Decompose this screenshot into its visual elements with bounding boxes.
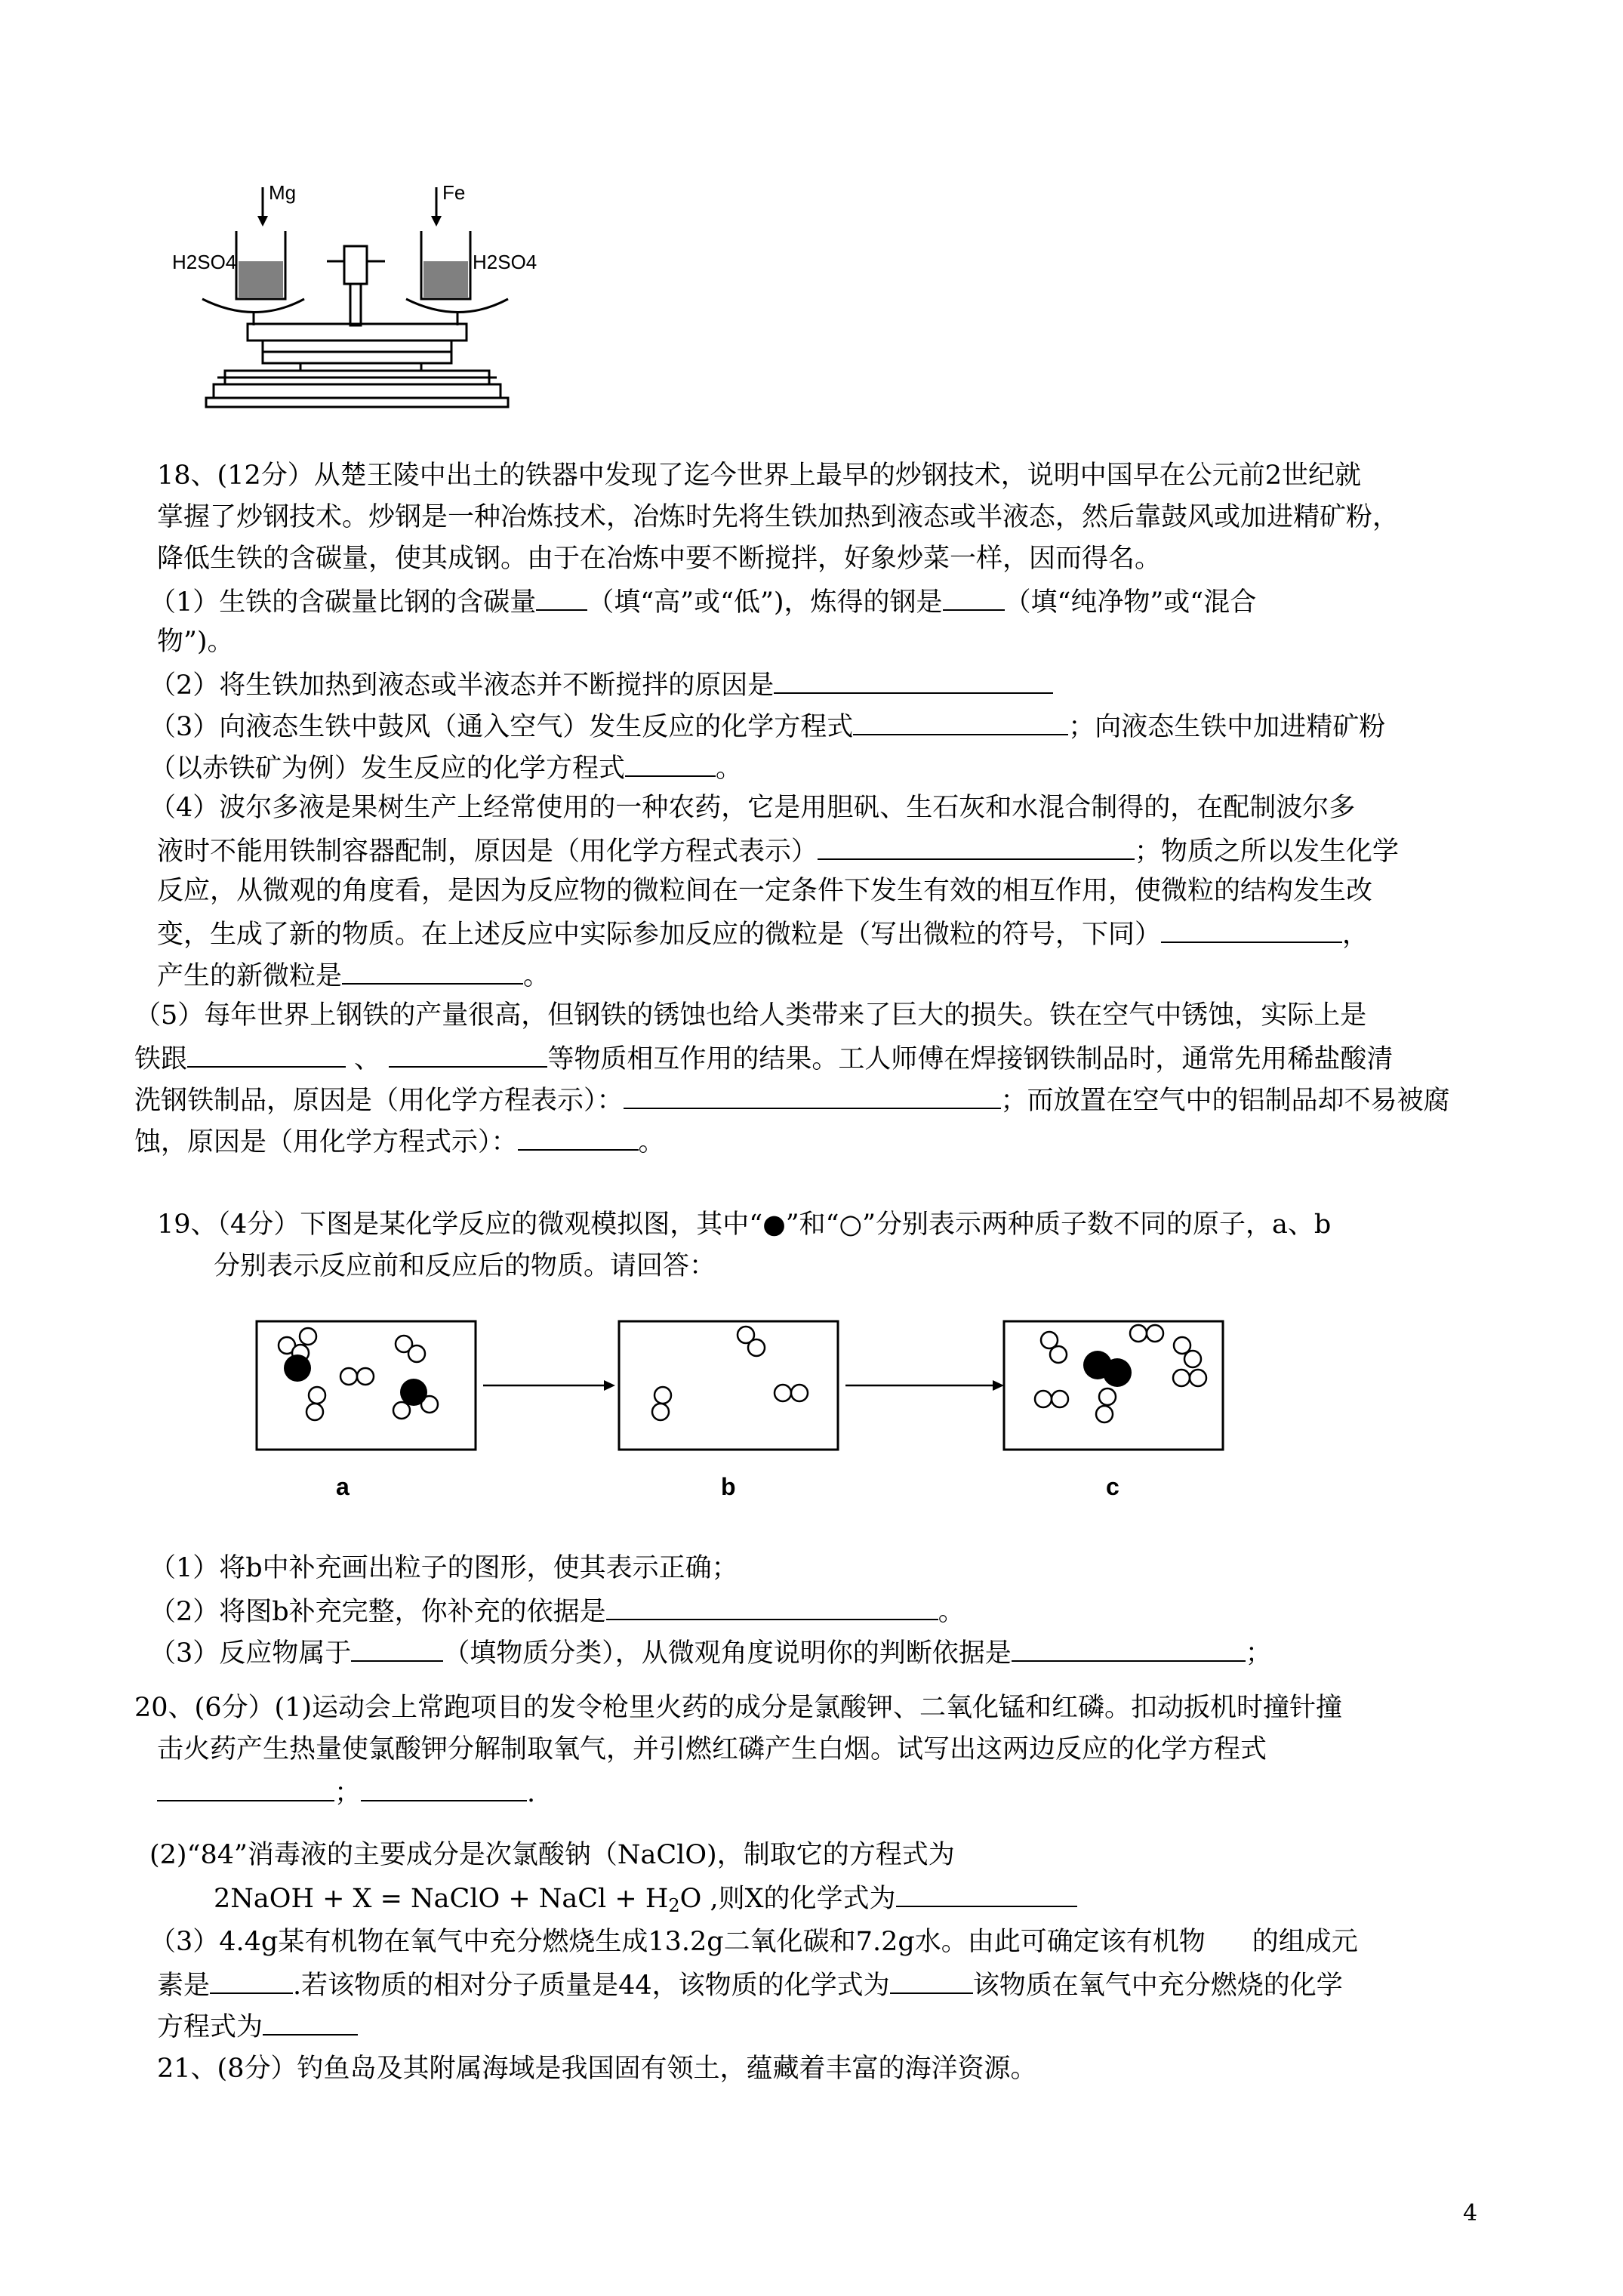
label-c: c bbox=[1106, 1473, 1119, 1500]
answer-blank[interactable] bbox=[1161, 916, 1342, 943]
q18-intro-2: 掌握了炒钢技术。炒钢是一种冶炼技术，冶炼时先将生铁加热到液态或半液态，然后靠鼓风或加进精矿粉， bbox=[157, 502, 1400, 532]
q18-part5-2: 铁跟 、 等物质相互作用的结果。工人师傅在焊接钢铁制品时，通常先用稀盐酸清 bbox=[134, 1040, 1393, 1076]
answer-blank[interactable] bbox=[1012, 1635, 1246, 1662]
black-atom bbox=[284, 1354, 311, 1382]
q20-intro-1: 20、(6分）(1)运动会上常跑项目的发令枪里火药的成分是氯酸钾、二氧化锰和红磷。扣动扳机时撞针撞 bbox=[134, 1693, 1343, 1723]
q20-part3-2: 素是 .若该物质的相对分子质量是44，该物质的化学式为 该物质在氧气中充分燃烧的化学 bbox=[157, 1967, 1343, 2002]
q18-part4-3: 反应，从微观的角度看，是因为反应物的微粒间在一定条件下发生有效的相互作用，使微粒的结构发生改 bbox=[157, 876, 1373, 906]
answer-blank[interactable] bbox=[606, 1593, 938, 1620]
answer-blank[interactable] bbox=[361, 1774, 527, 1801]
mg-label: Mg bbox=[269, 181, 297, 204]
answer-blank[interactable] bbox=[342, 957, 523, 985]
acid-left-label: H2SO4 bbox=[172, 251, 237, 273]
answer-blank[interactable] bbox=[853, 708, 1068, 735]
answer-blank[interactable] bbox=[943, 584, 1005, 611]
answer-blank[interactable] bbox=[896, 1880, 1077, 1907]
answer-blank[interactable] bbox=[157, 1774, 334, 1801]
answer-blank[interactable] bbox=[351, 1635, 443, 1662]
q18-part1: （1）生铁的含碳量比钢的含碳量 （填“高”或“低”)，炼得的钢是 （填“纯净物”或“混合 bbox=[149, 584, 1256, 619]
q18-part1-cont: 物”)。 bbox=[157, 627, 234, 657]
q20-part3-3: 方程式为 bbox=[157, 2008, 358, 2044]
q18-part4-4: 变，生成了新的物质。在上述反应中实际参加反应的微粒是（写出微粒的符号，下同） ， bbox=[157, 916, 1369, 951]
q18-part4-2: 液时不能用铁制容器配制，原因是（用化学方程式表示） ；物质之所以发生化学 bbox=[157, 833, 1399, 868]
acid-right-label: H2SO4 bbox=[473, 251, 537, 273]
page-number: 4 bbox=[1463, 2200, 1478, 2227]
q18-part3-cont: （以赤铁矿为例）发生反应的化学方程式 。 bbox=[149, 750, 742, 785]
q18-part5-3: 洗钢铁制品，原因是（用化学方程表示）： ；而放置在空气中的铝制品却不易被腐 bbox=[134, 1082, 1450, 1117]
q20-part2-1: (2)“84”消毒液的主要成分是次氯酸钠（NaClO)，制取它的方程式为 bbox=[149, 1840, 955, 1870]
q19-intro-2: 分别表示反应前和反应后的物质。请回答： bbox=[214, 1251, 716, 1281]
answer-blank[interactable] bbox=[625, 750, 716, 777]
answer-blank[interactable] bbox=[536, 584, 587, 611]
black-atom bbox=[1103, 1358, 1132, 1387]
answer-blank[interactable] bbox=[210, 1967, 293, 1994]
q18-part2: （2）将生铁加热到液态或半液态并不断搅拌的原因是 bbox=[149, 667, 1053, 702]
fe-label: Fe bbox=[442, 181, 466, 204]
q20-intro-2: 击火药产生热量使氯酸钾分解制取氧气，并引燃红磷产生白烟。试写出这两边反应的化学方程式 bbox=[157, 1734, 1267, 1764]
balance-pointer bbox=[344, 246, 367, 284]
q19-part3: （3）反应物属于 （填物质分类），从微观角度说明你的判断依据是 ； bbox=[149, 1635, 1272, 1670]
label-a: a bbox=[336, 1473, 350, 1500]
q20-part2-2: 2NaOH + X = NaClO + NaCl + $H_2O$ ,则X的化学式为 bbox=[214, 1880, 1077, 1922]
label-b: b bbox=[721, 1473, 736, 1500]
q21-intro: 21、(8分）钓鱼岛及其附属海域是我国固有领土，蕴藏着丰富的海洋资源。 bbox=[157, 2054, 1037, 2084]
q19-part1: （1）将b中补充画出粒子的图形，使其表示正确； bbox=[149, 1553, 738, 1583]
q18-part3: （3）向液态生铁中鼓风（通入空气）发生反应的化学方程式 ；向液态生铁中加进精矿粉 bbox=[149, 708, 1385, 744]
q18-part4-1: （4）波尔多液是果树生产上经常使用的一种农药，它是用胆矾、生石灰和水混合制得的，在配制波尔多 bbox=[149, 793, 1356, 823]
q18-intro-3: 降低生铁的含碳量，使其成钢。由于在冶炼中要不断搅拌，好象炒菜一样，因而得名。 bbox=[157, 544, 1162, 574]
q20-part1-blanks: ； . bbox=[157, 1774, 535, 1810]
answer-blank[interactable] bbox=[389, 1040, 547, 1068]
q18-intro-1: 18、(12分）从楚王陵中出土的铁器中发现了迄今世界上最早的炒钢技术，说明中国早在公元前2世纪就 bbox=[157, 461, 1361, 491]
q20-part3-1: （3）4.4g某有机物在氧气中充分燃烧生成13.2g二氧化碳和7.2g水。由此可确定该有机物 的组成元 bbox=[149, 1927, 1358, 1957]
box-b bbox=[619, 1321, 838, 1450]
q18-part4-5: 产生的新微粒是 。 bbox=[157, 957, 550, 993]
q18-part5-4: 蚀，原因是（用化学方程式示）： 。 bbox=[134, 1123, 665, 1159]
answer-blank[interactable] bbox=[518, 1123, 639, 1151]
black-atom bbox=[400, 1379, 427, 1406]
answer-blank[interactable] bbox=[187, 1040, 346, 1068]
answer-blank[interactable] bbox=[818, 833, 1135, 860]
q19-intro-1: 19、（4分）下图是某化学反应的微观模拟图，其中“●”和“○”分别表示两种质子数不同的原子，a、b bbox=[157, 1210, 1332, 1240]
balance-figure bbox=[172, 178, 550, 414]
reaction-diagram bbox=[249, 1306, 1230, 1510]
answer-blank[interactable] bbox=[624, 1082, 1001, 1109]
answer-blank[interactable] bbox=[890, 1967, 973, 1994]
answer-blank[interactable] bbox=[263, 2008, 358, 2036]
answer-blank[interactable] bbox=[774, 667, 1053, 694]
q18-part5-1: （5）每年世界上钢铁的产量很高，但钢铁的锈蚀也给人类带来了巨大的损失。铁在空气中锈蚀，实际上是 bbox=[134, 1000, 1367, 1031]
q19-part2: （2）将图b补充完整，你补充的依据是 。 bbox=[149, 1593, 965, 1629]
